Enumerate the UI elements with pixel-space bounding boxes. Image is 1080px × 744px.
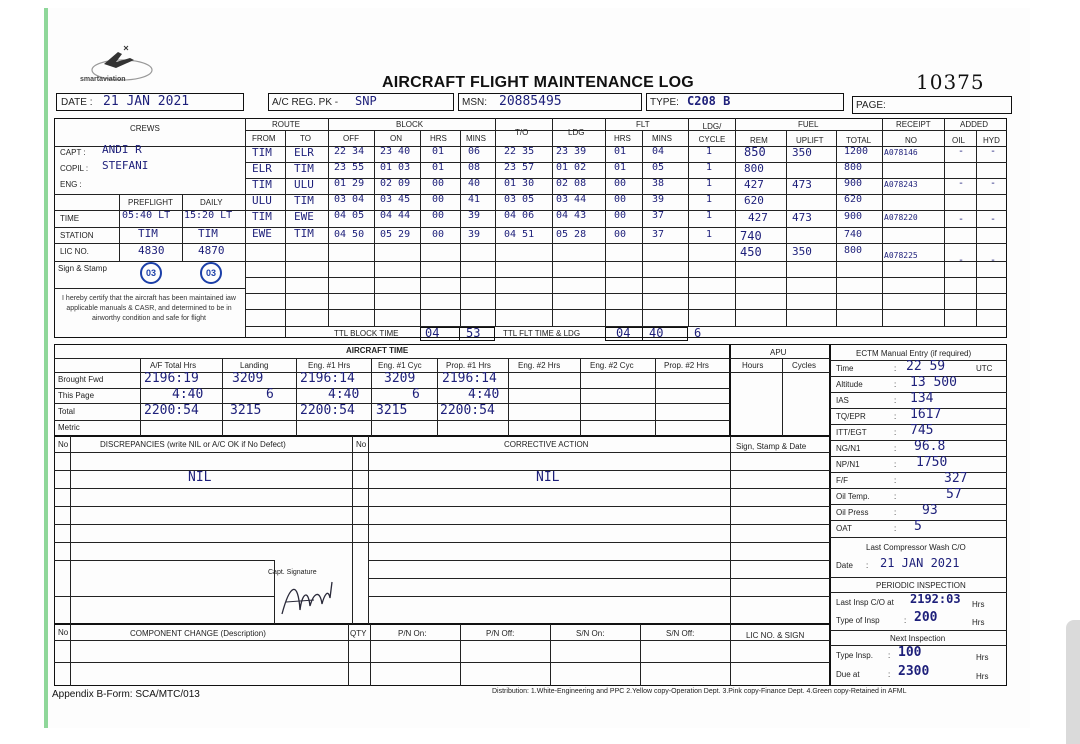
flight-row-3-oil: - (958, 178, 965, 189)
last-insp-value: 2192:03 (910, 592, 961, 606)
flight-row-3-total: 900 (844, 178, 863, 189)
copil-label: COPIL : (60, 164, 89, 173)
flight-row-3-off: 01 29 (334, 178, 365, 189)
ttl-flt-mins[interactable]: 40 (642, 327, 688, 341)
flight-row-1-takeoff: 22 35 (504, 146, 535, 157)
type-value: C208 B (687, 94, 731, 108)
ectm-altitude-label: Altitude (836, 380, 863, 389)
ectm-oat-value: 5 (914, 519, 922, 534)
sign-stamp-label: Sign & Stamp (58, 264, 107, 273)
apu-cycles-header: Cycles (792, 361, 817, 370)
flight-row-2-takeoff: 23 57 (504, 162, 535, 173)
flight-row-3-cycle: 1 (706, 178, 713, 189)
disc-header: DISCREPANCIES (write NIL or A/C OK if No Defect) (100, 440, 286, 449)
flight-row-7-hyd: - (990, 255, 997, 266)
ectm-time-value: 22 59 (906, 359, 946, 374)
flight-row-6-cycle: 1 (706, 229, 713, 240)
hyd-header: HYD (983, 136, 1000, 145)
flight-row-1-oil: - (958, 146, 965, 157)
station-label: STATION (60, 231, 94, 240)
ectm-oil-temp-label: Oil Temp. (836, 492, 870, 501)
compressor-date-label: Date (836, 561, 853, 570)
flight-row-5-off: 04 05 (334, 210, 365, 221)
mins-header: MINS (466, 134, 486, 143)
flight-row-5-hyd: - (990, 214, 997, 225)
flight-row-4-on: 03 45 (380, 194, 411, 205)
flight-row-2-total: 800 (844, 162, 863, 173)
form-title: AIRCRAFT FLIGHT MAINTENANCE LOG (382, 74, 694, 91)
ectm-np-value: 1750 (916, 455, 948, 470)
flight-row-5-on: 04 44 (380, 210, 411, 221)
flight-row-4-flt-hrs: 00 (614, 194, 627, 205)
flight-row-7-receipt: A078225 (884, 251, 918, 260)
daily-stamp: 03 (200, 262, 222, 284)
bf-landing: 3209 (232, 371, 264, 386)
comp-no-header: No (58, 628, 69, 637)
ectm-ng-value: 96.8 (914, 439, 946, 454)
flight-row-6-to: TIM (294, 227, 314, 240)
flight-row-5-oil: - (958, 214, 965, 225)
due-at-unit: Hrs (976, 672, 989, 681)
ectm-ff-label: F/F (836, 476, 848, 485)
acreg-field[interactable]: A/C REG. PK - SNP (268, 93, 454, 111)
time-daily: 15:20 LT (184, 210, 233, 221)
capt-signature-label: Capt. Signature (268, 569, 317, 576)
flight-row-6-total: 740 (844, 229, 863, 240)
brought-fwd-label: Brought Fwd (58, 375, 104, 384)
tp-prop1-hrs: 4:40 (468, 387, 500, 402)
flight-row-3-uplift: 473 (792, 178, 812, 191)
oil-header: OIL (952, 136, 965, 145)
flight-row-2-off: 23 55 (334, 162, 365, 173)
type-field[interactable]: TYPE: C208 B (646, 93, 844, 111)
corr-header: CORRECTIVE ACTION (504, 440, 589, 449)
ectm-oil-press-value: 93 (922, 503, 938, 518)
receipt-no-header: NO (905, 136, 917, 145)
flight-row-7-rem: 450 (740, 245, 762, 259)
page-field[interactable]: PAGE: (852, 96, 1012, 114)
this-page-label: This Page (58, 391, 95, 400)
flight-row-4-cycle: 1 (706, 194, 713, 205)
total-eng1-hrs: 2200:54 (300, 403, 355, 418)
flight-row-6-landing: 05 28 (556, 229, 587, 240)
flight-row-1-cycle: 1 (706, 146, 713, 157)
rem-header: REM (750, 136, 768, 145)
flight-row-3-hyd: - (990, 178, 997, 189)
ectm-ff-value: 327 (944, 471, 968, 486)
flight-row-1-receipt: A078146 (884, 148, 918, 157)
next-inspection-label: Next Inspection (890, 634, 946, 643)
bf-af-total: 2196:19 (144, 371, 199, 386)
flight-row-4-mins: 41 (468, 194, 481, 205)
tp-eng1-hrs: 4:40 (328, 387, 360, 402)
sn-off-header: S/N Off: (666, 629, 695, 638)
apu-title: APU (770, 348, 787, 357)
flight-row-1-on: 23 40 (380, 146, 411, 157)
flight-row-1-rem: 850 (744, 145, 766, 159)
capt-signature (276, 574, 346, 620)
ectm-itt-label: ITT/EGT (836, 428, 867, 437)
flight-row-4-off: 03 04 (334, 194, 365, 205)
lic-daily: 4870 (198, 244, 225, 257)
ectm-ias-value: 134 (910, 391, 934, 406)
flt-mins-header: MINS (652, 134, 672, 143)
flight-row-5-flt-mins: 37 (652, 210, 665, 221)
ectm-itt-value: 745 (910, 423, 934, 438)
acreg-value: SNP (355, 94, 377, 108)
eng2-cyc-header: Eng. #2 Cyc (590, 361, 634, 370)
flight-row-5-uplift: 473 (792, 211, 812, 224)
flight-row-1-flt-mins: 04 (652, 146, 665, 157)
flight-row-2-flt-hrs: 01 (614, 162, 627, 173)
flight-row-1-uplift: 350 (792, 146, 812, 159)
lic-sign-header: LIC NO. & SIGN (746, 631, 805, 640)
ldg-header: LDG (568, 128, 585, 137)
flight-row-3-hrs: 00 (432, 178, 445, 189)
flight-row-3-mins: 40 (468, 178, 481, 189)
ectm-oil-press-label: Oil Press (836, 508, 869, 517)
flight-row-3-flt-mins: 38 (652, 178, 665, 189)
eng-label: ENG : (60, 180, 82, 189)
flight-row-7-uplift: 350 (792, 245, 812, 258)
corr-value: NIL (536, 470, 560, 485)
disc-no-header: No (58, 440, 69, 449)
capt-label: CAPT : (60, 148, 86, 157)
flight-row-2-rem: 800 (744, 162, 764, 175)
preflight-label: PREFLIGHT (128, 198, 173, 207)
flight-row-3-rem: 427 (744, 178, 764, 191)
flight-row-4-from: ULU (252, 194, 272, 207)
comp-qty-header: QTY (350, 629, 367, 638)
flight-row-1-from: TIM (252, 146, 272, 159)
flight-row-6-mins: 39 (468, 229, 481, 240)
ectm-np-label: NP/N1 (836, 460, 860, 469)
block-header: BLOCK (396, 120, 424, 129)
ectm-tq-value: 1617 (910, 407, 942, 422)
total-landing: 3215 (230, 403, 262, 418)
receipt-header: RECEIPT (896, 120, 931, 129)
ttl-block-label: TTL BLOCK TIME (334, 329, 399, 338)
ectm-altitude-value: 13 500 (910, 375, 957, 390)
total-af-total: 2200:54 (144, 403, 199, 418)
total-header: TOTAL (846, 136, 872, 145)
flight-row-2-from: ELR (252, 162, 272, 175)
compressor-date-value: 21 JAN 2021 (880, 556, 960, 570)
flight-row-4-landing: 03 44 (556, 194, 587, 205)
ectm-time-label: Time (836, 364, 854, 373)
next-type-label: Type Insp. (836, 651, 873, 660)
flight-row-2-to: TIM (294, 162, 314, 175)
from-header: FROM (252, 134, 276, 143)
due-at-label: Due at (836, 670, 860, 679)
ttl-block-mins[interactable]: 53 (459, 327, 495, 341)
distribution-note: Distribution: 1.White-Engineering and PPC 2.Yellow copy-Operation Dept. 3.Pink copy-Finance Dept. 4.Green copy-Retained in AFML (492, 688, 907, 695)
flight-row-4-total: 620 (844, 194, 863, 205)
company-logo (78, 44, 158, 88)
flight-row-2-mins: 08 (468, 162, 481, 173)
flight-row-3-receipt: A078243 (884, 180, 918, 189)
periodic-inspection-label: PERIODIC INSPECTION (876, 581, 966, 590)
total-eng1-cyc: 3215 (376, 403, 408, 418)
flight-row-5-cycle: 1 (706, 210, 713, 221)
flight-row-3-from: TIM (252, 178, 272, 191)
time-label: TIME (60, 214, 80, 223)
flight-row-7-total: 800 (844, 245, 863, 256)
flight-row-5-to: EWE (294, 210, 314, 223)
station-preflight: TIM (138, 227, 158, 240)
af-total-hrs-header: A/F Total Hrs (150, 361, 197, 370)
flight-row-6-off: 04 50 (334, 229, 365, 240)
type-insp-label: Type of Insp (836, 616, 880, 625)
flight-row-4-flt-mins: 39 (652, 194, 665, 205)
flight-row-3-on: 02 09 (380, 178, 411, 189)
aircraft-time-title: AIRCRAFT TIME (346, 346, 409, 355)
serial-number: 10375 (916, 70, 985, 94)
flight-row-6-flt-hrs: 00 (614, 229, 627, 240)
on-header: ON (390, 134, 402, 143)
ectm-oat-label: OAT (836, 524, 852, 533)
flight-row-5-total: 900 (844, 211, 863, 222)
flight-row-6-takeoff: 04 51 (504, 229, 535, 240)
tp-af-total: 4:40 (172, 387, 204, 402)
flight-row-3-flt-hrs: 00 (614, 178, 627, 189)
flight-row-6-from: EWE (252, 227, 272, 240)
sn-on-header: S/N On: (576, 629, 605, 638)
flight-row-6-on: 05 29 (380, 229, 411, 240)
flight-row-2-on: 01 03 (380, 162, 411, 173)
flight-row-5-hrs: 00 (432, 210, 445, 221)
off-header: OFF (343, 134, 359, 143)
time-preflight: 05:40 LT (122, 210, 171, 221)
route-header: ROUTE (272, 120, 300, 129)
logo-text: smartaviation (80, 76, 126, 83)
flight-row-5-flt-hrs: 00 (614, 210, 627, 221)
lic-label: LIC NO. (60, 247, 89, 256)
flight-row-2-cycle: 1 (706, 162, 713, 173)
flight-row-2-landing: 01 02 (556, 162, 587, 173)
msn-field[interactable]: MSN: 20885495 (458, 93, 642, 111)
pn-on-header: P/N On: (398, 629, 427, 638)
due-at-value: 2300 (898, 664, 930, 679)
next-type-value: 100 (898, 645, 922, 660)
preflight-stamp: 03 (140, 262, 162, 284)
flight-row-4-rem: 620 (744, 194, 764, 207)
sign-stamp-date-header: Sign, Stamp & Date (736, 442, 807, 451)
hrs-header: HRS (430, 134, 447, 143)
apu-hours-header: Hours (742, 361, 764, 370)
comp-desc-header: COMPONENT CHANGE (Description) (130, 629, 266, 638)
compressor-wash-label: Last Compressor Wash C/O (866, 543, 966, 552)
last-insp-unit: Hrs (972, 600, 985, 609)
daily-label: DAILY (200, 198, 223, 207)
copil-value: STEFANI (102, 159, 149, 172)
to-header: TO (300, 134, 311, 143)
tp-eng1-cyc: 6 (412, 387, 420, 402)
flight-row-4-takeoff: 03 05 (504, 194, 535, 205)
prop1-hrs-header: Prop. #1 Hrs (446, 361, 491, 370)
eng1-hrs-header: Eng. #1 Hrs (308, 361, 351, 370)
metric-label: Metric (58, 423, 80, 432)
flight-row-3-to: ULU (294, 178, 314, 191)
flight-row-1-total: 1200 (844, 146, 869, 157)
to-time-header: T/O (515, 128, 529, 137)
flt-header: FLT (636, 120, 650, 129)
prop2-hrs-header: Prop. #2 Hrs (664, 361, 709, 370)
flight-row-5-rem: 427 (748, 211, 768, 224)
flight-row-1-hyd: - (990, 146, 997, 157)
ttl-flt-hours[interactable]: 04 (605, 327, 643, 341)
msn-value: 20885495 (499, 94, 562, 109)
flight-row-1-mins: 06 (468, 146, 481, 157)
flight-row-2-flt-mins: 05 (652, 162, 665, 173)
fuel-header: FUEL (798, 120, 819, 129)
flight-row-5-mins: 39 (468, 210, 481, 221)
type-insp-value: 200 (914, 610, 938, 625)
ectm-time-unit: UTC (976, 364, 993, 373)
added-header: ADDED (960, 120, 989, 129)
appendix-label: Appendix B-Form: SCA/MTC/013 (52, 689, 200, 700)
ectm-tq-label: TQ/EPR (836, 412, 866, 421)
ectm-oil-temp-value: 57 (946, 487, 962, 502)
ttl-block-hours[interactable]: 04 (420, 327, 460, 341)
flight-row-1-landing: 23 39 (556, 146, 587, 157)
next-type-unit: Hrs (976, 653, 989, 662)
flight-row-5-takeoff: 04 06 (504, 210, 535, 221)
flight-row-1-to: ELR (294, 146, 314, 159)
ttl-landings: 6 (694, 326, 702, 340)
flight-row-1-off: 22 34 (334, 146, 365, 157)
flt-hrs-header: HRS (614, 134, 631, 143)
tp-landing: 6 (266, 387, 274, 402)
capt-value: ANDI R (102, 143, 142, 156)
eng1-cyc-header: Eng. #1 Cyc (378, 361, 422, 370)
ldg-cycle-header: LDG/ CYCLE (698, 122, 726, 144)
bf-prop1-hrs: 2196:14 (442, 371, 497, 386)
uplift-header: UPLIFT (796, 136, 824, 145)
ttl-flt-label: TTL FLT TIME & LDG (503, 329, 581, 338)
flight-row-5-receipt: A078220 (884, 213, 918, 222)
eng2-hrs-header: Eng. #2 Hrs (518, 361, 561, 370)
flight-row-2-hrs: 01 (432, 162, 445, 173)
flight-row-6-hrs: 00 (432, 229, 445, 240)
total-prop1-hrs: 2200:54 (440, 403, 495, 418)
flight-row-5-landing: 04 43 (556, 210, 587, 221)
corr-no-header: No (356, 440, 367, 449)
disc-value: NIL (188, 470, 212, 485)
certify-text: I hereby certify that the aircraft has been maintained iaw applicable manuals & CASR, and determined to be in airworthy condition and safe for flight (62, 295, 236, 322)
lic-preflight: 4830 (138, 244, 165, 257)
flight-row-1-flt-hrs: 01 (614, 146, 627, 157)
flight-row-5-from: TIM (252, 210, 272, 223)
bf-eng1-cyc: 3209 (384, 371, 416, 386)
last-insp-label: Last Insp C/O at (836, 598, 894, 607)
ectm-ias-label: IAS (836, 396, 849, 405)
flight-row-3-takeoff: 01 30 (504, 178, 535, 189)
ectm-ng-label: NG/N1 (836, 444, 861, 453)
crews-title: CREWS (130, 124, 160, 133)
total-label: Total (58, 407, 75, 416)
pn-off-header: P/N Off: (486, 629, 515, 638)
landing-header: Landing (240, 361, 269, 370)
type-insp-unit: Hrs (972, 618, 985, 627)
signature-scribble-icon (276, 574, 346, 620)
flight-row-4-hrs: 00 (432, 194, 445, 205)
flight-row-7-oil: - (958, 255, 965, 266)
date-value: 21 JAN 2021 (103, 94, 190, 109)
ectm-title: ECTM Manual Entry (if required) (856, 349, 972, 358)
flight-row-6-flt-mins: 37 (652, 229, 665, 240)
flight-row-1-hrs: 01 (432, 146, 445, 157)
flight-row-3-landing: 02 08 (556, 178, 587, 189)
flight-row-6-rem: 740 (740, 229, 762, 243)
flight-row-4-to: TIM (294, 194, 314, 207)
station-daily: TIM (198, 227, 218, 240)
page-shadow (1066, 620, 1080, 744)
date-field[interactable]: DATE : 21 JAN 2021 (56, 93, 244, 111)
bf-eng1-hrs: 2196:14 (300, 371, 355, 386)
